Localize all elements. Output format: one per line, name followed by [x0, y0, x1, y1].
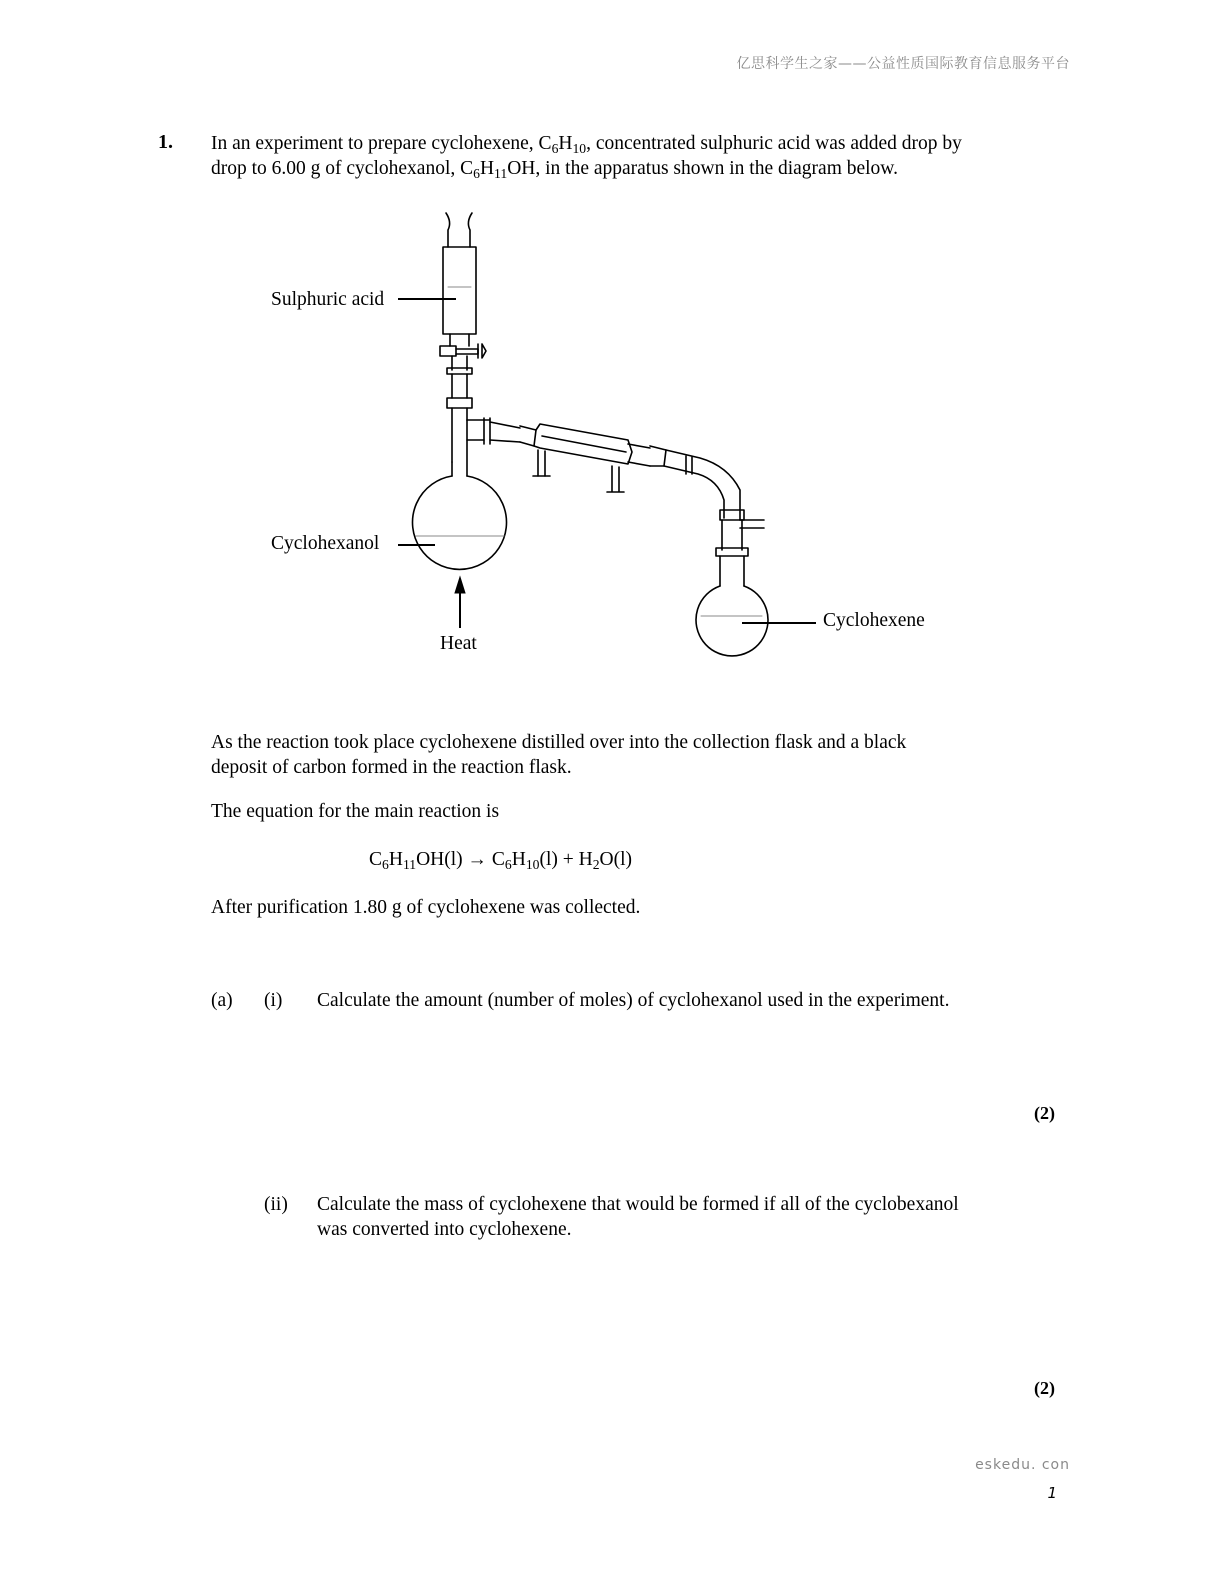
label-sulphuric-acid: Sulphuric acid [271, 289, 385, 310]
part-a-label: (a) [211, 990, 233, 1011]
after-purification-text: After purification 1.80 g of cyclohexene was collected. [211, 897, 641, 918]
footer-site: eskedu. con [975, 1457, 1070, 1473]
label-heat: Heat [440, 633, 477, 654]
page-number: 1 [1047, 1484, 1057, 1502]
chemical-equation: $C_6H_{11}OH(l) \to C_6H_{10}(l) + H_2O(l)$ [369, 849, 633, 872]
part-a-i-marks: (2) [1034, 1103, 1055, 1123]
part-a-ii-label: (ii) [264, 1194, 288, 1215]
intro-line-2: drop to 6.00 g of cyclohexanol, $C_6H_{11}OH$, in the apparatus shown in the diagram below. [211, 158, 898, 181]
funnel-body [443, 247, 476, 334]
reaction-flask [412, 476, 506, 569]
part-a-ii-marks: (2) [1034, 1378, 1055, 1398]
reaction-description: As the reaction took place cyclohexene distilled over into the collection flask and a black deposit of carbon formed in the reaction flask. [211, 732, 907, 778]
part-a-ii-text: Calculate the mass of cyclohexene that would be formed if all of the cyclobexanol was converted into cyclohexene. [317, 1194, 959, 1240]
collection-flask [696, 586, 768, 656]
funnel-top-left [446, 213, 450, 247]
question-number: 1. [158, 131, 173, 153]
heat-arrow-head [455, 577, 465, 593]
part-a-i-label: (i) [264, 990, 283, 1011]
part-a-i-text: Calculate the amount (number of moles) of cyclohexanol used in the experiment. [317, 990, 950, 1011]
equation-intro: The equation for the main reaction is [211, 801, 500, 822]
intro-line-1: In an experiment to prepare cyclohexene, $C_6H_{10}$, concentrated sulphuric acid was added drop by [211, 133, 962, 156]
label-cyclohexanol: Cyclohexanol [271, 533, 380, 554]
distillation-apparatus-diagram [0, 0, 1224, 700]
header-site-title: 亿思科学生之家——公益性质国际教育信息服务平台 [736, 56, 1070, 72]
funnel-top-right [468, 213, 472, 247]
tap-left [440, 346, 456, 356]
label-cyclohexene: Cyclohexene [823, 610, 925, 631]
